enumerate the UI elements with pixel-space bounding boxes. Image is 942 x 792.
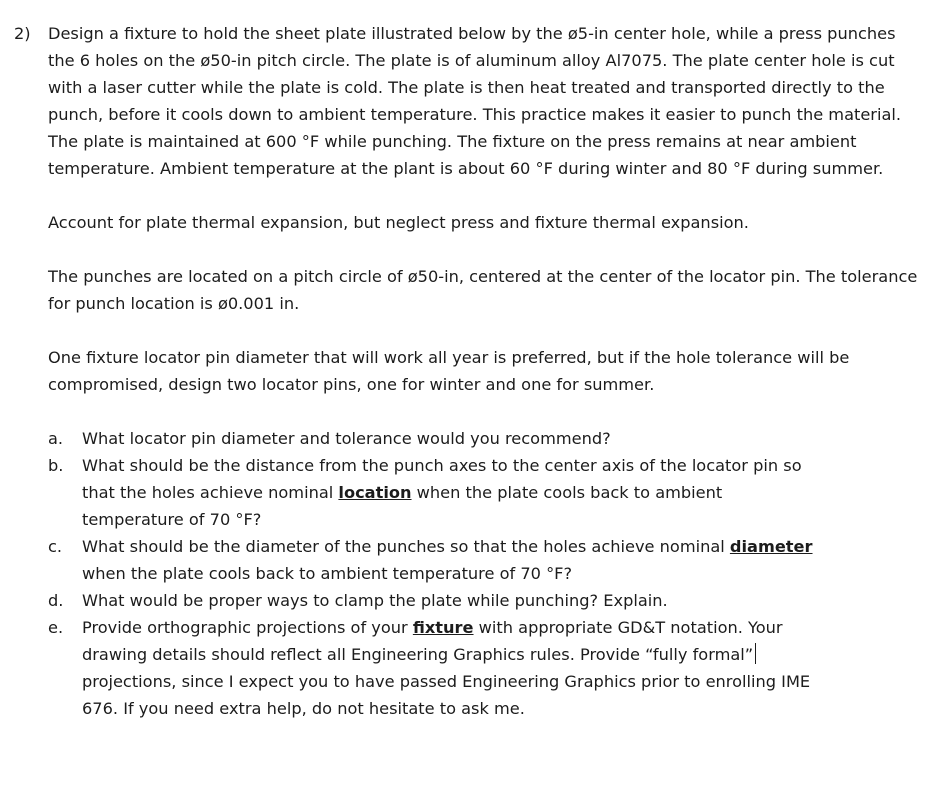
emphasis-fixture: fixture bbox=[412, 618, 474, 637]
problem-body bbox=[48, 20, 918, 398]
question-a bbox=[14, 425, 826, 452]
emphasis-diameter: diameter bbox=[729, 537, 813, 556]
locator-pin-paragraph: One fixture locator pin diameter that will work all year is preferred, but if the hole tolerance will be compromised, design two locator pins, one for winter and one for summer. bbox=[48, 348, 850, 394]
question-text: What should be the diameter of the punches so that the holes achieve nominal bbox=[82, 537, 730, 556]
question-letter: a. bbox=[48, 429, 64, 448]
question-letter: e. bbox=[48, 618, 64, 637]
question-text: What should be the distance from the punch axes to the center axis of the locator pin so that the holes achieve nominal bbox=[82, 456, 802, 502]
question-text-end: projections, since I expect you to have passed Engineering Graphics prior to enrolling IME 676. If you need extra help, do not hesitate to ask me. bbox=[82, 672, 811, 718]
question-text: Provide orthographic projections of your bbox=[82, 618, 413, 637]
thermal-expansion-paragraph: Account for plate thermal expansion, but neglect press and fixture thermal expansion. bbox=[48, 213, 749, 232]
question-text: What would be proper ways to clamp the plate while punching? Explain. bbox=[82, 591, 668, 610]
text-cursor[interactable] bbox=[755, 643, 756, 664]
question-b bbox=[14, 452, 826, 533]
question-c bbox=[14, 533, 826, 587]
question-text-cont: with appropriate GD&T notation. Your drawing details should reflect all Engineering Graphics rules. Provide “fully formal” bbox=[82, 618, 783, 664]
intro-paragraph: Design a fixture to hold the sheet plate illustrated below by the ø5-in center hole, while a press punches the 6 holes on the ø50-in pitch circle. The plate is of aluminum alloy Al7075. The plate center hole is cut with a laser cutter while the plate is cold. The plate is then heat treated and transported directly to the punch, before it cools down to ambient temperature. This practice makes it easier to punch the material. The plate is maintained at 600 °F while punching. The fixture on the press remains at near ambient temperature. Ambient temperature at the plant is about 60 °F during winter and 80 °F during summer. bbox=[48, 24, 902, 178]
question-d bbox=[14, 587, 826, 614]
question-text-cont: when the plate cools back to ambient temperature of 70 °F? bbox=[82, 564, 573, 583]
problem-2 bbox=[14, 20, 924, 722]
question-text-cont: when the plate cools back to ambient temperature of 70 °F? bbox=[82, 483, 723, 529]
problem-number: 2) bbox=[14, 24, 31, 43]
question-letter: c. bbox=[48, 537, 63, 556]
punch-location-paragraph: The punches are located on a pitch circle of ø50-in, centered at the center of the locator pin. The tolerance for punch location is ø0.001 in. bbox=[48, 267, 918, 313]
question-letter: b. bbox=[48, 456, 64, 475]
question-list bbox=[14, 425, 924, 722]
question-e bbox=[14, 614, 826, 722]
question-letter: d. bbox=[48, 591, 64, 610]
emphasis-location: location bbox=[338, 483, 412, 502]
question-text: What locator pin diameter and tolerance would you recommend? bbox=[82, 429, 611, 448]
